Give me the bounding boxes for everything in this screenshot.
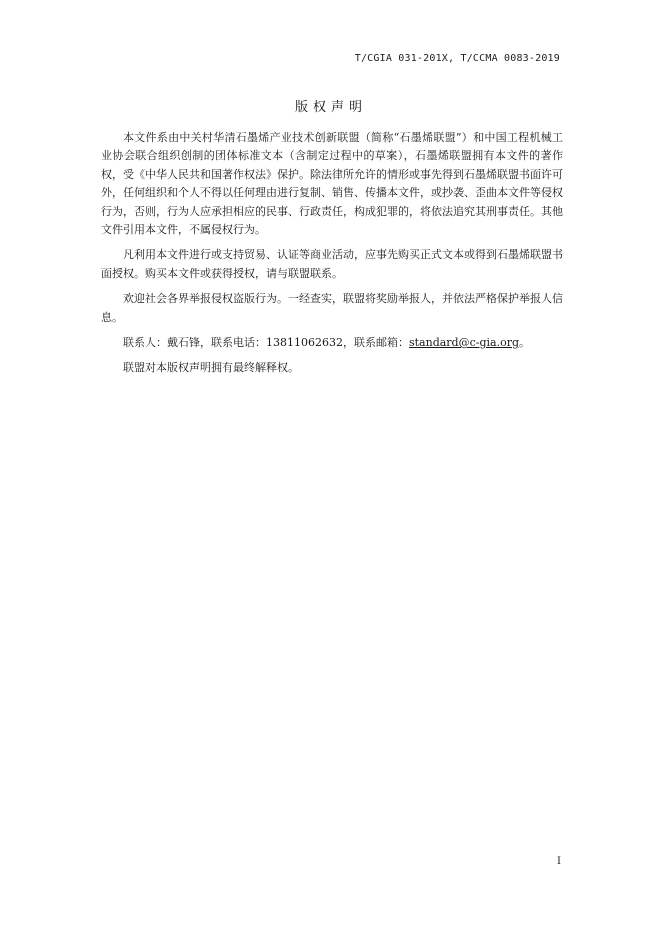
contact-prefix: 联系人：戴石锋，联系电话：13811062632，联系邮箱： [123, 336, 409, 350]
contact-paragraph [101, 334, 563, 352]
page-title: 版权声明 [294, 100, 367, 115]
contact-suffix: 。 [519, 336, 531, 350]
interpretation-paragraph: 联盟对本版权声明拥有最终解释权。 [123, 361, 299, 375]
standard-code-header: T/CGIA 031-201X, T/CCMA 0083-2019 [354, 53, 560, 64]
commercial-use-paragraph: 凡利用本文件进行或支持贸易、认证等商业活动，应事先购买正式文本或得到石墨烯联盟书面授权。购买本文件或获得授权，请与联盟联系。 [101, 248, 563, 280]
report-infringement-paragraph: 欢迎社会各界举报侵权盗版行为。一经查实，联盟将奖励举报人，并依法严格保护举报人信息。 [101, 292, 563, 324]
document-body [101, 129, 563, 385]
page-number: I [557, 856, 561, 867]
copyright-paragraph: 本文件系由中关村华清石墨烯产业技术创新联盟（简称“石墨烯联盟”）和中国工程机械工业协会联合组织创制的团体标准文本（含制定过程中的草案），石墨烯联盟拥有本文件的著作权，受《中华人民共和国著作权法》保护。除法律所允许的情形或事先得到石墨烯联盟书面许可外，任何组织和个人不得以任何理由进行复制、销售、传播本文件，或抄袭、歪曲本文件等侵权行为，否则，行为人应承担相应的民事、行政责任，构成犯罪的，将依法追究其刑事责任。其他文件引用本文件，不属侵权行为。 [101, 131, 563, 237]
contact-email-link[interactable]: standard@c-gia.org [408, 336, 520, 350]
